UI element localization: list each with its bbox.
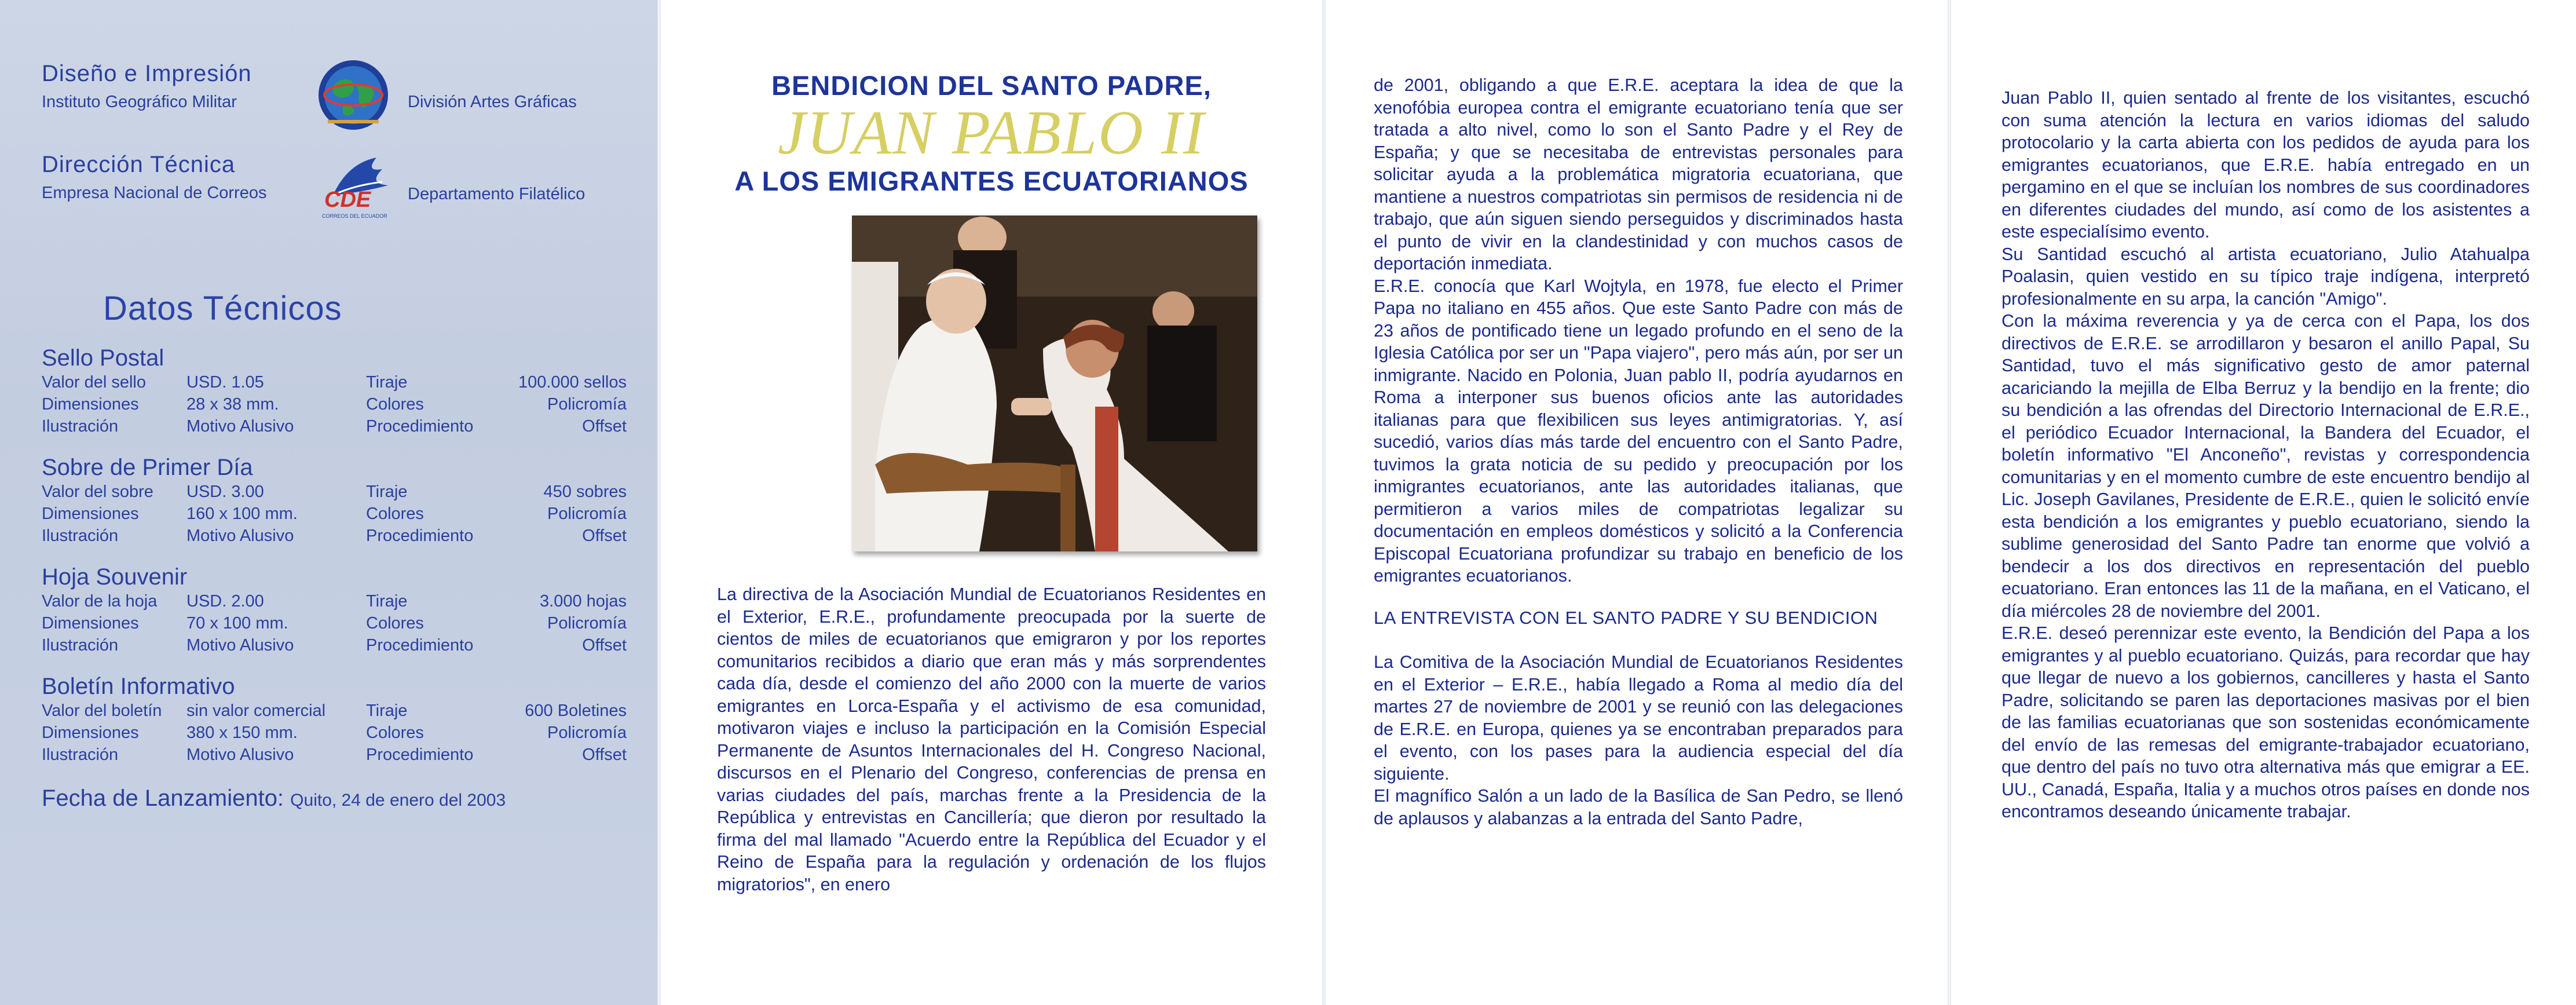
spec-section-title: Sello Postal [42,345,164,371]
spec-grid [42,481,627,547]
spec-cell [366,700,627,722]
spec-value: Policromía [547,614,627,633]
spec-cell [366,744,627,766]
spec-label: Colores [366,505,424,523]
spec-section-title: Boletín Informativo [42,674,235,699]
spec-value: 100.000 sellos [518,373,627,392]
spec-value: 450 sobres [543,483,627,501]
spec-value: Offset [582,745,627,764]
spec-label: Valor del boletín [42,701,162,720]
spec-cell [366,415,627,437]
spec-cell [42,481,366,503]
article-column-2 [1374,74,1903,829]
spec-value: 380 x 150 mm. [186,723,298,742]
spec-cell [42,503,366,525]
article-title-line3: A LOS EMIGRANTES ECUATORIANOS [734,166,1249,196]
spec-cell [366,525,627,547]
spec-label: Ilustración [42,417,119,436]
spec-cell [42,590,366,612]
spec-label: Tiraje [366,701,408,720]
article-paragraph: E.R.E. conocía que Karl Wojtyla, en 1978, fue electo el Primer Papa no italiano en 455 años. Que este Santo Padre con más de 23 años de pontificado tiene un legado profundo en el seno de la Iglesia Católica por ser un "Papa viajero", pero más aún, por ser un inmigrante. Nacido en Polonia, Juan pablo II, podría ayudarnos en Roma a interponer sus buenos oficios ante las autoridades italianas para que flexibilicen sus leyes antimigratorias. Y, así sucedió, varios días más tarde del encuentro con el Santo Padre, tuvimos la grata noticia de su pedido y preocupación por los inmigrantes ecuatorianos, ante las autoridades italianas, que permitieron a varios miles de compatriotas legalizar su documentación en empleos domésticos y solicitó a la Conferencia Episcopal Ecuatoriana profundizar su trabajo en beneficio de los emigrantes ecuatorianos. [1374,276,1903,586]
spec-section [42,674,627,766]
spec-label: Ilustración [42,527,119,545]
launch-date-label: Fecha de Lanzamiento: [42,785,284,811]
spec-cell [42,612,366,634]
spec-cell [366,612,627,634]
spec-value: Motivo Alusivo [186,745,294,764]
spec-value: Motivo Alusivo [186,417,294,436]
article-column-1 [717,583,1266,896]
spec-label: Dimensiones [42,395,139,414]
spec-cell [366,722,627,744]
spec-value: Policromía [547,505,627,523]
spec-label: Tiraje [366,483,408,501]
spec-label: Valor de la hoja [42,592,158,611]
spec-value: USD. 2.00 [186,592,264,611]
spec-value: 70 x 100 mm. [186,614,288,633]
spec-grid [42,371,627,437]
article-panel-2 [1324,0,1949,1005]
spec-cell [366,590,627,612]
interview-section-heading: LA ENTREVISTA CON EL SANTO PADRE Y SU BENDICION [1374,607,1878,628]
pope-photo-illustration-icon [852,215,1257,551]
article-title-line2: JUAN PABLO II [778,98,1205,167]
spec-label: Procedimiento [366,636,474,655]
spec-cell [366,503,627,525]
direction-credit [42,152,624,228]
spec-cell [366,481,627,503]
cde-logo-subtext: CORREOS DEL ECUADOR [322,213,387,219]
spec-section [42,564,627,656]
spec-label: Ilustración [42,745,119,764]
article-column-3 [2001,87,2530,823]
spec-label: Dimensiones [42,614,139,633]
spec-label: Tiraje [366,592,408,611]
direction-dept: Departamento Filatélico [408,185,586,203]
spec-label: Colores [366,723,424,742]
spec-value: Offset [582,417,627,436]
spec-value: Motivo Alusivo [186,527,294,545]
article-paragraph: de 2001, obligando a que E.R.E. aceptara la idea de que la xenofóbia europea contra el emigrante ecuatoriano tenía que ser tratada a alto nivel, como lo son el Santo Padre y el Rey de España; y que se necesitaba de entrevistas personales para solicitar ayuda a la problemática migratoria ecuatoriana, que mantiene a nuestros compatriotas sin permisos de residencia ni de trabajo, que aún siguen siendo perseguidos y discriminados hasta el punto de vivir en la clandestinidad y con muchos casos de deportación inmediata. [1374,75,1903,273]
spec-grid [42,590,627,656]
launch-date-value: Quito, 24 de enero del 2003 [290,791,506,810]
spec-label: Ilustración [42,636,119,655]
cde-logo [313,152,400,226]
spec-value: 28 x 38 mm. [186,395,279,414]
article-paragraph: La directiva de la Asociación Mundial de Ecuatorianos Residentes en el Exterior, E.R.E., profundamente preocupada por la suerte de cientos de miles de ecuatorianos que emigraron y por los reportes comunitarios recibidos a diario que eran más y más sorprendentes cada día, desde el comienzo del año 2000 con la muerte de varios emigrantes en Lorca-España y el activismo de esa comunidad, motivaron viajes e incluso la participación en la Comisión Especial Permanente de Asuntos Internacionales del H. Congreso Nacional, discursos en el Plenario del Congreso, conferencias de prensa en varias ciudades del país, marchas frente a la Presidencia de la República y entrevistas en Cancillería; que dieron por resultado la firma del mal llamado "Acuerdo entre la República del Ecuador y el Reino de España para la regulación y ordenación de los flujos migratorios", en enero [717,584,1266,894]
spec-label: Tiraje [366,373,408,392]
igm-globe-logo-icon [316,58,390,132]
spec-label: Colores [366,395,424,414]
spec-value: Policromía [547,723,627,742]
article-paragraph: El magnífico Salón a un lado de la Basílica de San Pedro, se llenó de aplausos y alabanzas a la entrada del Santo Padre, [1374,786,1903,828]
article-panel-3 [1949,0,2576,1005]
datos-tecnicos-title: Datos Técnicos [103,290,342,327]
design-heading: Diseño e Impresión [42,61,252,86]
article-paragraph: La Comitiva de la Asociación Mundial de Ecuatorianos Residentes en el Exterior – E.R.E., había llegado a Roma al medio día del martes 27 de noviembre de 2001 y se reunió con las delegaciones de E.R.E. en Europa, quienes ya se encontraban preparados para el evento, con los pases para la audiencia especial del día siguiente. [1374,652,1903,784]
spec-section-title: Hoja Souvenir [42,564,188,590]
spec-cell [366,371,627,393]
direction-heading: Dirección Técnica [42,152,236,177]
spec-label: Procedimiento [366,417,474,436]
spec-cell [42,634,366,656]
article-paragraph: Con la máxima reverencia y ya de cerca con el Papa, los dos directivos de E.R.E. se arrodillaron y besaron el anillo Papal, Su Santidad, tuvo el más significativo gesto de amor paternal acariciando la mejilla de Elba Berruz y la bendijo en la frente; dio su bendición a las ofrendas del Directorio Internacional de E.R.E., el periódico Ecuador Internacional, la Bandera del Ecuador, el boletín informativo "El Anconeño", revistas y correspondencia comunitarias y en el momento cumbre de este encuentro bendijo al Lic. Joseph Gavilanes, Presidente de E.R.E., quien le solicitó envíe esta bendición a los emigrantes y pueblo ecuatoriano, siendo la sublime generosidad del Santo Padre tan enorme que volvió a bendecir a los dos directivos en representación del pueblo ecuatoriano. Eran entonces las 11 de la mañana, en el Vaticano, el día miércoles 28 de noviembre del 2001. [2001,311,2530,621]
spec-section [42,455,627,547]
spec-value: Policromía [547,395,627,414]
spec-cell [42,371,366,393]
spec-value: 600 Boletines [525,701,627,720]
spec-value: USD. 3.00 [186,483,264,501]
design-credit [42,61,624,137]
spec-label: Valor del sello [42,373,147,392]
spec-grid [42,700,627,766]
spec-label: Procedimiento [366,527,474,545]
spec-value: 160 x 100 mm. [186,505,298,523]
spec-value: USD. 1.05 [186,373,264,392]
article-title-line1: BENDICION DEL SANTO PADRE, [771,70,1212,101]
spec-section [42,345,627,437]
spec-cell [42,700,366,722]
article-paragraph: Su Santidad escuchó al artista ecuatoriano, Julio Atahualpa Poalasin, quien vestido en su típico traje indígena, interpretó profesionalmente en su arpa, la canción "Amigo". [2001,244,2530,309]
spec-cell [42,722,366,744]
launch-date [42,785,624,812]
spec-value: sin valor comercial [186,701,326,720]
spec-section-title: Sobre de Primer Día [42,455,253,480]
direction-org: Empresa Nacional de Correos [42,184,267,202]
spec-cell [42,415,366,437]
spec-cell [366,634,627,656]
cde-logo-text: CDE [324,188,371,212]
technical-data-panel [0,0,659,1005]
spec-value: Offset [582,527,627,545]
article-paragraph: Juan Pablo II, quien sentado al frente de los visitantes, escuchó con suma atención la lectura en varios idiomas del saludo protocolario y la carta abierta con los pedidos de ayuda para los emigrantes ecuatorianos, que E.R.E. había entregado en un pergamino en el que se incluían los nombres de sus coordinadores en diferentes ciudades del mundo, así como de los asistentes a este especialísimo evento. [2001,88,2530,242]
article-panel-1 [659,0,1324,1005]
spec-label: Procedimiento [366,745,474,764]
spec-cell [42,744,366,766]
spec-label: Colores [366,614,424,633]
spec-cell [42,525,366,547]
spec-value: Motivo Alusivo [186,636,294,655]
design-org: Instituto Geográfico Militar [42,93,237,111]
spec-sections [42,345,627,766]
article-paragraph: E.R.E. deseó perennizar este evento, la Bendición del Papa a los emigrantes y al pueblo ecuatoriano. Quizás, para recordar que hay que llegar de nuevo a los gobiernos, cancilleres y hasta el Santo Padre, solicitando se paren las deportaciones masivas por el bien de las familias ecuatorianas que son sostenidas económicamente del envío de las remesas del emigrante-trabajador ecuatoriano, que dentro del país no tuvo otra alternativa más que emigrar a EE. UU., Canadá, España, Italia y a muchos otros países en donde nos encontramos deseando únicamente trabajar. [2001,623,2530,821]
pope-audience-photo [852,215,1257,551]
spec-value: Offset [582,636,627,655]
spec-value: 3.000 hojas [540,592,627,611]
spec-cell [366,393,627,415]
spec-label: Dimensiones [42,505,139,523]
spec-label: Valor del sobre [42,483,153,501]
spec-cell [42,393,366,415]
design-division: División Artes Gráficas [408,93,577,111]
spec-label: Dimensiones [42,723,139,742]
